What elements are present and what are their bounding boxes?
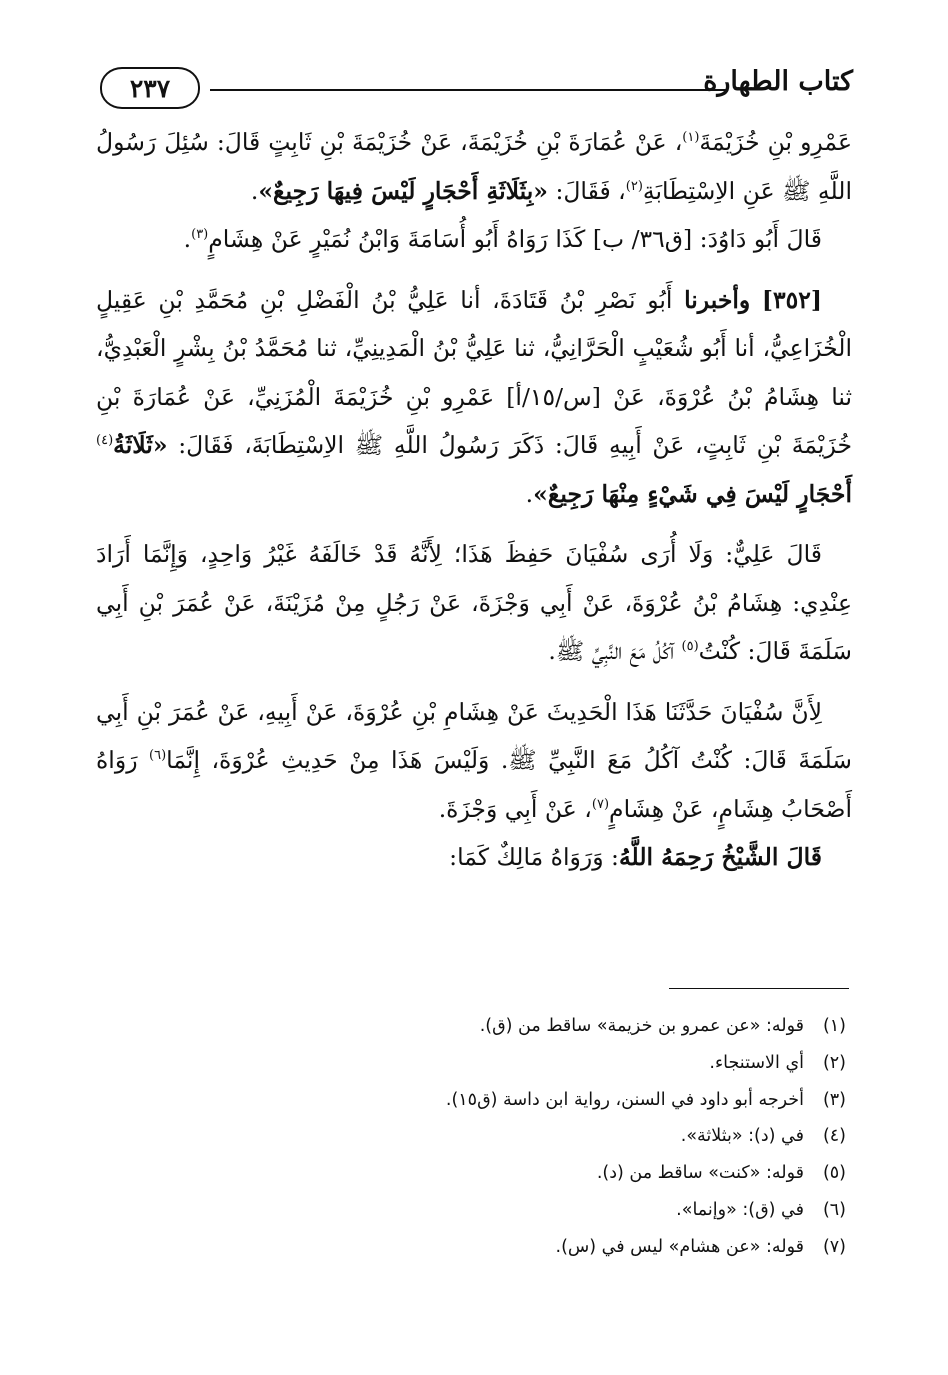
footnote-7	[146, 1229, 846, 1266]
text-run: قَالَ أَبُو دَاوُدَ: [ق٣٦/ ب] كَذَا رَوَاهُ أَبُو أُسَامَةَ وَابْنُ نُمَيْرٍ عَنْ هِشَامٍ	[208, 225, 822, 253]
paragraph-6	[96, 833, 852, 882]
footnote-number: (١)	[822, 1016, 846, 1036]
footnote-text: قوله: «عن عمرو بن خزيمة» ساقط من (ق).	[479, 1016, 804, 1036]
text-run: .	[183, 225, 192, 253]
paragraph-2	[96, 215, 852, 264]
header-rule	[210, 89, 727, 91]
footnote-ref-6[interactable]: (٦)	[149, 748, 167, 764]
footnote-number: (٣)	[822, 1089, 846, 1110]
footnote-2	[146, 1045, 846, 1082]
text-run: آكُلُ مَعَ النَّبِيِّ ﷺ.	[548, 637, 682, 665]
main-text	[96, 118, 852, 882]
footnote-ref-3[interactable]: (٣)	[191, 227, 209, 243]
text-run: ، عَنْ أَبِي وَجْزَةَ.	[438, 794, 592, 823]
page-header	[90, 62, 853, 114]
text-run: رَوَاهُ أَصْحَابُ هِشَامٍ، عَنْ هِشَامٍ	[96, 746, 852, 823]
footnote-ref-4[interactable]: (٤)	[96, 433, 114, 449]
footnote-number: (٢)	[822, 1052, 846, 1073]
text-run: لِأَنَّ سُفْيَانَ حَدَّثَنَا هَذَا الْحَدِيثَ عَنْ هِشَامِ بْنِ عُرْوَةَ، عَنْ أَبِيهِ، عَنْ عُمَرَ بْنِ أَبِي سَلَمَةَ قَالَ: كُنْتُ آكُلُ مَعَ النَّبِيِّ ﷺ. وَلَيْسَ هَذَا مِنْ حَدِيثِ عُرْوَةَ، إِنَّمَا	[96, 697, 852, 774]
footnote-ref-2[interactable]: (٢)	[625, 178, 643, 194]
paragraph-5	[96, 688, 852, 834]
footnote-ref-7[interactable]: (٧)	[591, 796, 610, 812]
text-run: .	[250, 176, 259, 205]
text-run: قَالَ عَلِيٌّ: وَلَا أُرَى سُفْيَانَ حَفِظَ هَذَا؛ لِأَنَّهُ قَدْ خَالَفَهُ غَيْرُ وَاحِدٍ، وَإِنَّمَا أَرَادَ عِنْدِي: هِشَامُ بْنُ عُرْوَةَ، عَنْ أَبِي وَجْزَةَ، عَنْ رَجُلٍ مِنْ مُزَيْنَةَ، عَنْ عُمَرَ بْنِ أَبِي سَلَمَةَ قَالَ: كُنْتُ	[96, 540, 852, 665]
footnote-4	[146, 1118, 846, 1155]
footnotes	[146, 1008, 846, 1266]
page-number: ٢٣٧	[100, 67, 200, 109]
text-run: ، عَنْ عُمَارَةَ بْنِ خُزَيْمَةَ، عَنْ خُزَيْمَةَ بْنِ ثَابِتٍ قَالَ: سُئِلَ رَسُولُ اللَّهِ ﷺ عَنِ الاِسْتِطَابَةِ	[96, 128, 852, 205]
footnote-ref-1[interactable]: (١)	[682, 130, 700, 146]
paragraph-4	[96, 530, 852, 676]
footnote-number: (٤)	[822, 1126, 846, 1147]
akhbarana-word: وأخبرنا	[684, 285, 751, 314]
text-run: : وَرَوَاهُ مَالِكٌ كَمَا:	[449, 843, 619, 871]
footnote-text: قوله: «كنت» ساقط من (د).	[596, 1163, 804, 1184]
text-run: عَمْرِو بْنِ خُزَيْمَةَ	[699, 128, 852, 156]
footnote-text: أخرجه أبو داود في السنن، رواية ابن داسة (ق١٥).	[445, 1089, 804, 1110]
hadith-matn: أَحْجَارٍ لَيْسَ فِي شَيْءٍ مِنْهَا رَجِيعٌ»	[533, 479, 852, 508]
paragraph-1	[96, 118, 852, 215]
footnote-number: (٧)	[822, 1236, 846, 1257]
footnote-ref-5[interactable]: (٥)	[681, 639, 699, 655]
text-run: .	[525, 479, 534, 508]
footnote-5	[146, 1155, 846, 1192]
hadith-number: [٣٥٢]	[761, 285, 822, 314]
footnote-6	[146, 1192, 846, 1229]
footnote-text: في (ق): «وإنما».	[676, 1199, 804, 1220]
footnote-separator	[669, 988, 849, 989]
footnote-3	[146, 1082, 846, 1119]
footnote-number: (٥)	[822, 1163, 846, 1184]
footnote-1	[146, 1008, 846, 1045]
footnote-text: أي الاستنجاء.	[709, 1052, 804, 1073]
footnote-text: في (د): «بثلاثة».	[680, 1126, 804, 1147]
hadith-matn: «ثَلَاثَةُ	[113, 431, 168, 459]
footnote-text: قوله: «عن هشام» ليس في (س).	[555, 1236, 804, 1257]
footnote-number: (٦)	[822, 1199, 846, 1220]
text-run: ، فَقَالَ:	[547, 176, 626, 205]
paragraph-3	[96, 276, 852, 519]
hadith-matn: «بِثَلَاثَةِ أَحْجَارٍ لَيْسَ فِيهَا رَجِيعٌ»	[258, 176, 548, 205]
text-run: أَبُو نَصْرِ بْنُ قَتَادَةَ، أنا عَلِيُّ بْنُ الْفَضْلِ بْنِ مُحَمَّدِ بْنِ عَقِيلٍ الْخُزَاعِيُّ، أنا أَبُو شُعَيْبٍ الْحَرَّانِيُّ، ثنا عَلِيُّ بْنُ الْمَدِينِيِّ، ثنا مُحَمَّدُ بْنُ بِشْرٍ الْعَبْدِيُّ، ثنا هِشَامُ بْنُ عُرْوَةَ، عَنْ [س/١٥/أ] عَمْرِو بْنِ خُزَيْمَةَ الْمُزَنِيِّ، عَنْ عُمَارَةَ بْنِ خُزَيْمَةَ بْنِ ثَابِتٍ، عَنْ أَبِيهِ قَالَ: ذَكَرَ رَسُولُ اللَّهِ ﷺ الاِسْتِطَابَةَ، فَقَالَ:	[96, 285, 852, 459]
running-title: كتاب الطهارة	[703, 66, 853, 97]
shaykh-label: قَالَ الشَّيْخُ رَحِمَهُ اللَّهُ	[618, 843, 822, 871]
